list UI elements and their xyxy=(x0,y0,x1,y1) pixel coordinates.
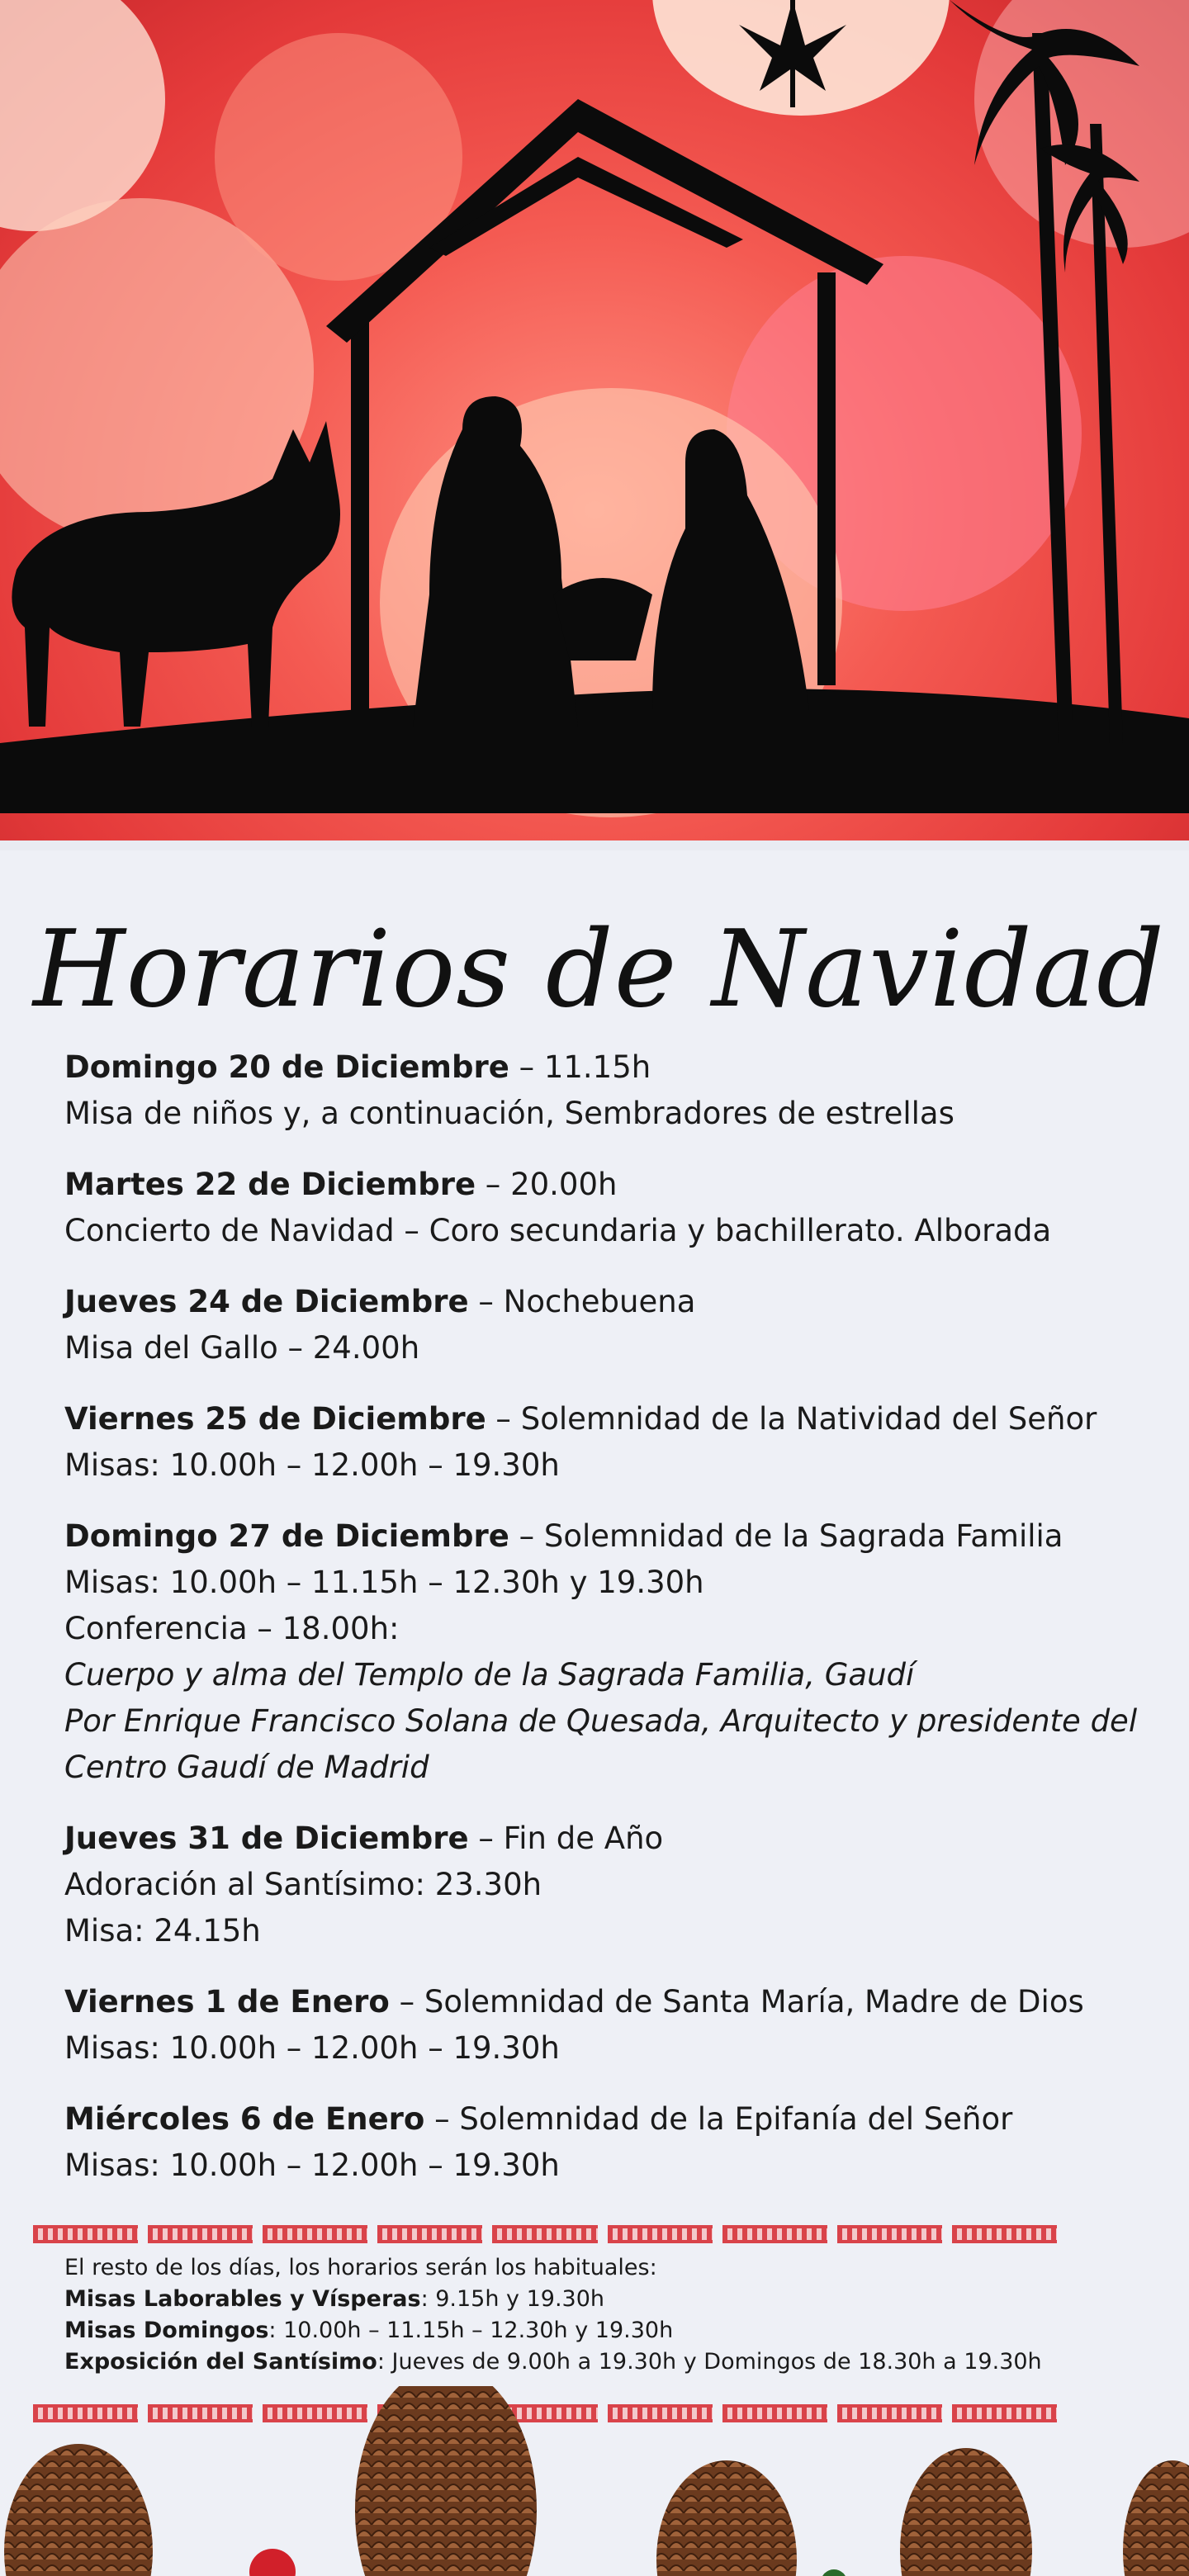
event-date: Jueves 31 de Diciembre xyxy=(64,1821,469,1856)
event-heading xyxy=(64,1513,1171,1560)
event-item xyxy=(64,1816,1171,1954)
footer-item xyxy=(64,2346,1138,2378)
page-title: Horarios de Navidad xyxy=(33,908,1165,1031)
pine-cone-icon xyxy=(4,2444,153,2576)
event-date: Viernes 1 de Enero xyxy=(64,1984,390,2020)
event-detail: Misa del Gallo – 24.00h xyxy=(64,1330,420,1366)
nativity-hero-image xyxy=(0,0,1189,850)
event-item xyxy=(64,1396,1171,1489)
event-separator: – xyxy=(389,1984,424,2020)
pine-cones-image xyxy=(0,2386,1189,2576)
event-date: Miércoles 6 de Enero xyxy=(64,2101,425,2137)
event-item xyxy=(64,1513,1171,1791)
event-detail-italic: Centro Gaudí de Madrid xyxy=(64,1750,429,1785)
event-separator: – xyxy=(468,1821,504,1856)
pine-cone-icon xyxy=(355,2386,537,2576)
event-heading xyxy=(64,1044,1171,1091)
event-item xyxy=(64,1979,1171,2072)
footer-intro: El resto de los días, los horarios serán los habituales: xyxy=(64,2255,657,2280)
event-heading xyxy=(64,1279,1171,1325)
event-item xyxy=(64,1279,1171,1371)
holly-leaf-icon xyxy=(821,2569,847,2576)
footer-item xyxy=(64,2284,1138,2315)
nativity-silhouette-icon xyxy=(0,0,1189,850)
event-date: Domingo 20 de Diciembre xyxy=(64,1049,509,1085)
event-summary: 20.00h xyxy=(510,1167,618,1202)
event-heading xyxy=(64,1979,1171,2025)
event-detail: Adoración al Santísimo: 23.30h xyxy=(64,1867,542,1902)
footer-item-label: Misas Laborables y Vísperas xyxy=(64,2286,421,2312)
event-detail: Misas: 10.00h – 12.00h – 19.30h xyxy=(64,2030,560,2066)
event-summary: Solemnidad de la Epifanía del Señor xyxy=(459,2101,1013,2137)
event-separator: – xyxy=(486,1401,521,1437)
regular-schedule-note xyxy=(64,2252,1138,2378)
event-detail: Concierto de Navidad – Coro secundaria y bachillerato. Alborada xyxy=(64,1213,1052,1248)
event-date: Viernes 25 de Diciembre xyxy=(64,1401,486,1437)
event-detail-italic: Cuerpo y alma del Templo de la Sagrada Familia, Gaudí xyxy=(64,1657,915,1693)
footer-item xyxy=(64,2315,1138,2346)
footer-item-text: : 10.00h – 11.15h – 12.30h y 19.30h xyxy=(268,2318,674,2343)
event-separator: – xyxy=(424,2101,460,2137)
event-heading xyxy=(64,1816,1171,1862)
event-item xyxy=(64,1162,1171,1254)
event-summary: Solemnidad de Santa María, Madre de Dios xyxy=(424,1984,1084,2020)
event-detail: Misas: 10.00h – 12.00h – 19.30h xyxy=(64,2147,560,2183)
footer-item-label: Misas Domingos xyxy=(64,2318,269,2343)
event-summary: Solemnidad de la Sagrada Familia xyxy=(543,1518,1063,1554)
event-separator: – xyxy=(509,1049,544,1085)
red-ornament-icon xyxy=(249,2549,296,2576)
event-separator: – xyxy=(509,1518,544,1554)
pine-cone-icon xyxy=(656,2460,797,2576)
event-separator: – xyxy=(476,1167,511,1202)
event-item xyxy=(64,2096,1171,2189)
pine-cone-icon xyxy=(1123,2460,1189,2576)
event-separator: – xyxy=(468,1284,504,1319)
event-detail: Misas: 10.00h – 11.15h – 12.30h y 19.30h xyxy=(64,1565,704,1600)
event-heading xyxy=(64,1396,1171,1442)
event-detail: Misas: 10.00h – 12.00h – 19.30h xyxy=(64,1447,560,1483)
event-detail: Conferencia – 18.00h: xyxy=(64,1611,400,1646)
event-summary: 11.15h xyxy=(543,1049,651,1085)
event-detail: Misa de niños y, a continuación, Sembradores de estrellas xyxy=(64,1096,955,1131)
event-date: Domingo 27 de Diciembre xyxy=(64,1518,509,1554)
decorative-border-top xyxy=(33,2225,1057,2243)
event-date: Martes 22 de Diciembre xyxy=(64,1167,476,1202)
footer-item-text: : 9.15h y 19.30h xyxy=(420,2286,605,2312)
footer-item-text: : Jueves de 9.00h a 19.30h y Domingos de 18.30h a 19.30h xyxy=(377,2349,1042,2375)
pine-cone-icon xyxy=(900,2448,1032,2576)
event-item xyxy=(64,1044,1171,1137)
event-detail-italic: Por Enrique Francisco Solana de Quesada, Arquitecto y presidente del xyxy=(64,1703,1138,1739)
event-summary: Nochebuena xyxy=(503,1284,696,1319)
event-heading xyxy=(64,1162,1171,1208)
event-date: Jueves 24 de Diciembre xyxy=(64,1284,469,1319)
event-summary: Solemnidad de la Natividad del Señor xyxy=(520,1401,1097,1437)
event-list xyxy=(64,1044,1171,2214)
event-detail: Misa: 24.15h xyxy=(64,1913,261,1949)
footer-item-label: Exposición del Santísimo xyxy=(64,2349,377,2375)
event-summary: Fin de Año xyxy=(503,1821,664,1856)
event-heading xyxy=(64,2096,1171,2143)
